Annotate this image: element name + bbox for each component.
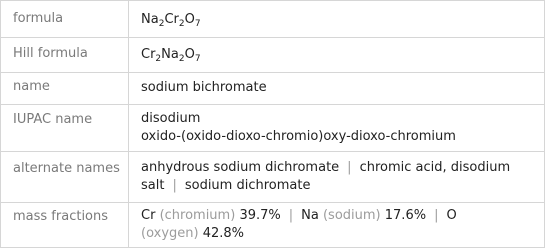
table-row-formula [1, 1, 544, 38]
table-row-iupac-name [1, 104, 544, 152]
formula-value: $Na_2Cr_2O_7$ [141, 12, 201, 29]
row-label-alternate-names: alternate names [13, 161, 120, 176]
mass-fractions-value: Cr (chromium) 39.7% | Na (sodium) 17.6% | O (oxygen) 42.8% [141, 208, 457, 241]
row-label-hill-formula: Hill formula [13, 46, 88, 61]
row-label-iupac-name: IUPAC name [13, 112, 93, 127]
iupac-name-value: disodium oxido-(oxido-dioxo-chromio)oxy-dioxo-chromium [141, 111, 456, 144]
row-label-mass-fractions: mass fractions [13, 209, 109, 224]
alternate-names-value: anhydrous sodium dichromate | chromic acid, disodium salt | sodium dichromate [141, 160, 511, 193]
table-row-name [1, 72, 544, 105]
row-label-formula: formula [13, 11, 64, 26]
name-value: sodium bichromate [141, 80, 267, 95]
row-label-name: name [13, 79, 50, 94]
table-row-alternate-names [1, 151, 544, 203]
table-row-hill-formula [1, 37, 544, 73]
table-row-mass-fractions [1, 202, 544, 249]
hill-formula-value: $Cr_2Na_2O_7$ [141, 47, 201, 64]
